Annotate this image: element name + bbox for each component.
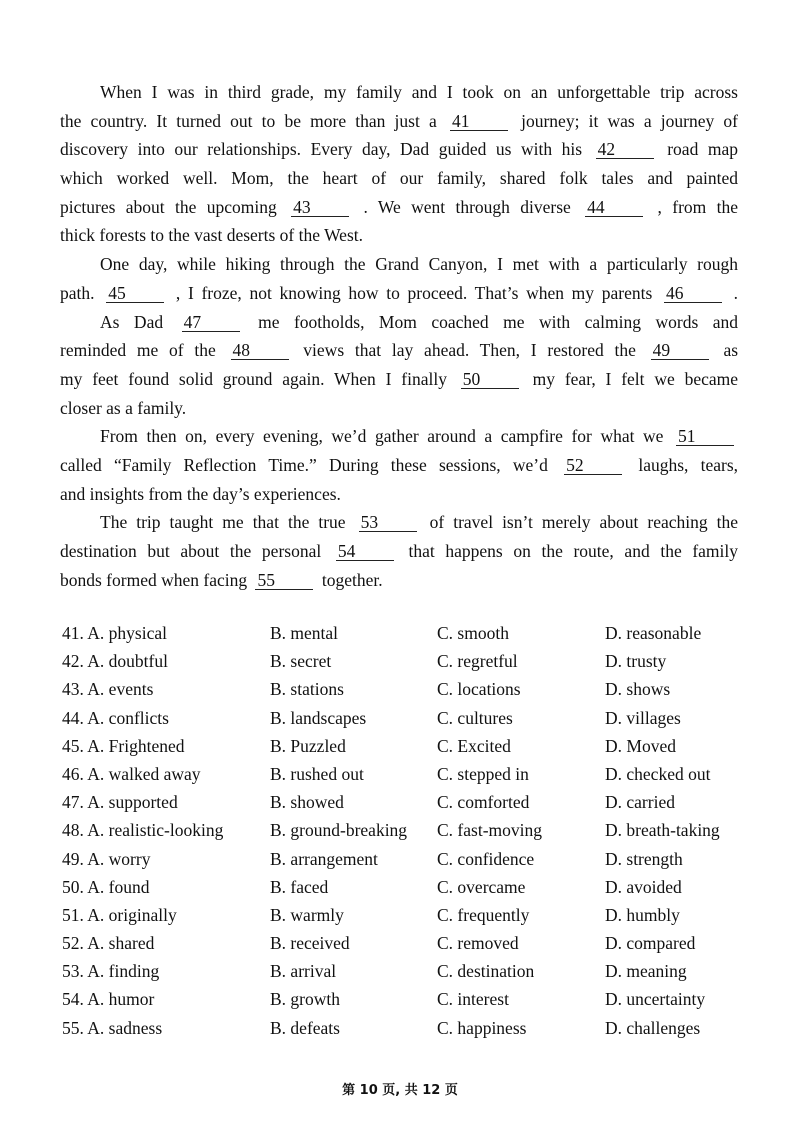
option-a: 50. A. found bbox=[62, 876, 150, 897]
option-b: B. showed bbox=[270, 792, 344, 813]
passage-line bbox=[60, 78, 738, 107]
option-c: C. locations bbox=[437, 679, 521, 700]
question-options-row bbox=[62, 845, 762, 873]
option-c: C. stepped in bbox=[437, 763, 529, 784]
answer-blank: 48 bbox=[231, 341, 289, 360]
passage-line bbox=[60, 164, 738, 193]
passage-text: me footholds, Mom coached me with calming words and bbox=[258, 311, 739, 332]
answer-blank: 43 bbox=[291, 198, 349, 217]
passage-text: laughs, tears, bbox=[638, 454, 739, 475]
option-a: 49. A. worry bbox=[62, 848, 151, 869]
option-a: 53. A. finding bbox=[62, 961, 160, 982]
option-a: 51. A. originally bbox=[62, 904, 177, 925]
question-options-row bbox=[62, 985, 762, 1013]
question-options-row bbox=[62, 760, 762, 788]
option-a: 48. A. realistic-looking bbox=[62, 820, 224, 841]
option-c: C. confidence bbox=[437, 848, 535, 869]
passage-line bbox=[60, 566, 738, 595]
option-d: D. breath-taking bbox=[605, 820, 720, 841]
passage-text: and insights from the day’s experiences. bbox=[60, 483, 341, 504]
question-options-row bbox=[62, 675, 762, 703]
answer-blank: 50 bbox=[461, 370, 519, 389]
question-options-row bbox=[62, 732, 762, 760]
passage-line bbox=[60, 508, 738, 537]
option-c: C. regretful bbox=[437, 651, 518, 672]
question-options-row bbox=[62, 957, 762, 985]
passage-text: closer as a family. bbox=[60, 397, 187, 418]
passage-line bbox=[60, 394, 738, 423]
answer-blank: 53 bbox=[359, 513, 417, 532]
passage-text: together. bbox=[321, 569, 383, 590]
option-a: 52. A. shared bbox=[62, 933, 155, 954]
passage-text: bonds formed when facing bbox=[60, 569, 248, 590]
option-a: 44. A. conflicts bbox=[62, 707, 169, 728]
option-c: C. frequently bbox=[437, 904, 530, 925]
passage-text: From then on, every evening, we’d gather around a campfire for what we bbox=[100, 426, 664, 447]
answer-options bbox=[62, 619, 762, 1042]
option-d: D. uncertainty bbox=[605, 989, 706, 1010]
option-d: D. meaning bbox=[605, 961, 687, 982]
answer-blank: 45 bbox=[106, 284, 164, 303]
option-b: B. secret bbox=[270, 651, 332, 672]
option-b: B. growth bbox=[270, 989, 340, 1010]
option-d: D. carried bbox=[605, 792, 675, 813]
option-d: D. checked out bbox=[605, 763, 711, 784]
option-d: D. trusty bbox=[605, 651, 667, 672]
passage-text: of travel isn’t merely about reaching the bbox=[429, 512, 739, 533]
question-options-row bbox=[62, 929, 762, 957]
passage-text: the country. It turned out to be more than just a bbox=[60, 110, 437, 131]
option-c: C. comforted bbox=[437, 792, 530, 813]
passage-text: reminded me of the bbox=[60, 340, 216, 361]
passage-line bbox=[60, 537, 738, 566]
passage-text: as bbox=[723, 340, 739, 361]
passage-text: The trip taught me that the true bbox=[100, 512, 346, 533]
option-c: C. destination bbox=[437, 961, 535, 982]
option-d: D. challenges bbox=[605, 1017, 701, 1038]
option-b: B. faced bbox=[270, 876, 329, 897]
option-d: D. avoided bbox=[605, 876, 682, 897]
passage-line bbox=[60, 107, 738, 136]
option-b: B. mental bbox=[270, 623, 339, 643]
option-a: 47. A. supported bbox=[62, 792, 178, 813]
page-footer: 第 10 页, 共 12 页 bbox=[342, 1083, 458, 1098]
question-options-row bbox=[62, 788, 762, 816]
passage-text: pictures about the upcoming bbox=[60, 196, 277, 217]
question-options-row bbox=[62, 816, 762, 844]
option-a: 46. A. walked away bbox=[62, 763, 201, 784]
passage-text: One day, while hiking through the Grand Canyon, I met with a particularly rough bbox=[100, 254, 738, 275]
option-d: D. strength bbox=[605, 848, 683, 869]
passage-text: journey; it was a journey of bbox=[521, 110, 739, 131]
passage-text: destination but about the personal bbox=[60, 541, 322, 561]
passage-line bbox=[60, 250, 738, 279]
passage-line bbox=[60, 193, 738, 222]
passage-line bbox=[60, 336, 738, 365]
option-c: C. smooth bbox=[437, 623, 509, 643]
passage-line bbox=[60, 135, 738, 164]
passage-line bbox=[60, 221, 738, 250]
passage-line bbox=[60, 308, 738, 337]
passage-text: , I froze, not knowing how to proceed. That’s when my parents bbox=[175, 282, 653, 303]
option-d: D. compared bbox=[605, 933, 696, 954]
option-d: D. reasonable bbox=[605, 623, 702, 643]
option-b: B. arrival bbox=[270, 961, 337, 982]
question-options-row bbox=[62, 1014, 762, 1042]
passage-line bbox=[60, 365, 738, 394]
option-b: B. Puzzled bbox=[270, 735, 346, 756]
option-a: 43. A. events bbox=[62, 679, 154, 700]
passage-text: road map bbox=[667, 139, 739, 160]
option-c: C. removed bbox=[437, 933, 519, 954]
passage-line bbox=[60, 451, 738, 480]
passage-text: my fear, I felt we became bbox=[532, 368, 739, 389]
question-options-row bbox=[62, 873, 762, 901]
answer-blank: 42 bbox=[596, 140, 654, 159]
option-c: C. Excited bbox=[437, 735, 511, 756]
option-a: 45. A. Frightened bbox=[62, 735, 185, 756]
answer-blank: 54 bbox=[336, 542, 394, 561]
answer-blank: 44 bbox=[585, 198, 643, 217]
option-c: C. cultures bbox=[437, 707, 513, 728]
question-options-row bbox=[62, 704, 762, 732]
question-options-row bbox=[62, 619, 762, 647]
option-c: C. interest bbox=[437, 989, 509, 1010]
passage-text: which worked well. Mom, the heart of our family, shared folk tales and painted bbox=[60, 168, 738, 189]
answer-blank: 55 bbox=[255, 571, 313, 590]
passage-text: . We went through diverse bbox=[363, 196, 571, 217]
passage-text: path. bbox=[60, 282, 95, 303]
answer-blank: 52 bbox=[564, 456, 622, 475]
option-b: B. received bbox=[270, 933, 350, 954]
answer-blank: 41 bbox=[450, 112, 508, 131]
option-b: B. rushed out bbox=[270, 763, 364, 784]
answer-blank: 51 bbox=[676, 427, 734, 446]
option-b: B. warmly bbox=[270, 904, 344, 925]
option-a: 41. A. physical bbox=[62, 623, 167, 643]
option-a: 55. A. sadness bbox=[62, 1017, 163, 1038]
passage-text: As Dad bbox=[100, 311, 164, 332]
option-b: B. stations bbox=[270, 679, 344, 700]
question-options-row bbox=[62, 901, 762, 929]
passage-line bbox=[60, 279, 738, 308]
passage-text: thick forests to the vast deserts of the West. bbox=[60, 225, 363, 246]
option-b: B. arrangement bbox=[270, 848, 378, 869]
passage-text: When I was in third grade, my family and I took on an unforgettable trip across bbox=[100, 82, 738, 102]
option-d: D. humbly bbox=[605, 904, 680, 925]
option-d: D. Moved bbox=[605, 735, 676, 756]
passage-text: , from the bbox=[657, 196, 738, 217]
question-options-row bbox=[62, 647, 762, 675]
option-c: C. fast-moving bbox=[437, 820, 542, 841]
option-b: B. landscapes bbox=[270, 707, 367, 728]
option-b: B. defeats bbox=[270, 1017, 340, 1038]
passage-line bbox=[60, 422, 738, 451]
passage-text: . bbox=[733, 282, 739, 303]
option-d: D. shows bbox=[605, 679, 671, 700]
option-b: B. ground-breaking bbox=[270, 820, 408, 841]
passage-text: discovery into our relationships. Every day, Dad guided us with his bbox=[60, 139, 583, 160]
option-a: 54. A. humor bbox=[62, 989, 155, 1010]
passage-text: my feet found solid ground again. When I finally bbox=[60, 368, 447, 389]
option-d: D. villages bbox=[605, 707, 681, 728]
answer-blank: 46 bbox=[664, 284, 722, 303]
option-c: C. overcame bbox=[437, 876, 526, 897]
option-a: 42. A. doubtful bbox=[62, 651, 168, 672]
passage-line bbox=[60, 480, 738, 509]
answer-blank: 49 bbox=[651, 341, 709, 360]
cloze-passage bbox=[60, 78, 738, 594]
passage-text: called “Family Reflection Time.” During these sessions, we’d bbox=[60, 454, 548, 475]
answer-blank: 47 bbox=[182, 313, 240, 332]
passage-text: views that lay ahead. Then, I restored the bbox=[303, 340, 636, 361]
option-c: C. happiness bbox=[437, 1017, 527, 1038]
passage-text: that happens on the route, and the family bbox=[408, 541, 739, 561]
